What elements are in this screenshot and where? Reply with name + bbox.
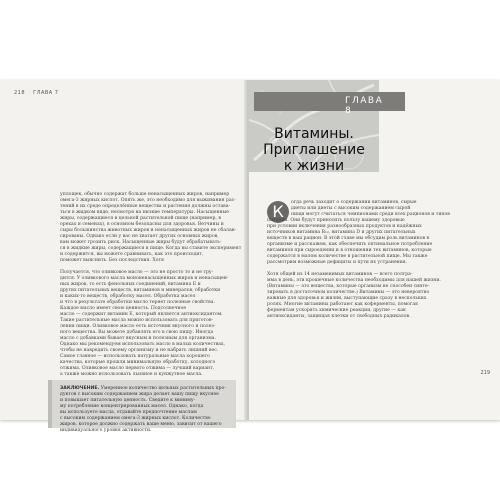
right-body-text	[267, 200, 450, 320]
text-line: ления пищи. Оливковое масло есть источник вкусного и полез-	[60, 324, 216, 329]
left-body-text	[60, 192, 242, 378]
text-line: сыры большинства животных жиров и ненасыщенных жиров не сбалан-	[60, 228, 237, 233]
text-line: чтобы не навредить своему организму и не набрать лишний вес.	[60, 348, 219, 353]
right-page-number: 219	[480, 370, 490, 376]
left-page	[0, 80, 247, 433]
chapter-label: ГЛАВА 8	[345, 96, 384, 116]
text-line: и что в результате обработки масло теряет полезные свойства.	[60, 300, 215, 305]
text-line: вы используете масла, отдавайте предпочтение маслам	[60, 410, 197, 415]
right-page	[249, 80, 500, 420]
text-line: рассмотрим возможные дефициты и пути их устранения.	[267, 260, 408, 265]
title-line-3: к жизни	[283, 158, 345, 174]
text-line: Самое главное — использовать натуральные масла хорошего	[60, 354, 210, 359]
text-line: дуктов с высоким содержанием жира делает вашу пищу вкуснее	[60, 392, 219, 397]
text-line: мма в день, эти крошечные количества необходимы для нашей жизни.	[267, 278, 441, 283]
text-line: Каждое масло имеет свою ценность. Подсолнечное	[60, 306, 187, 311]
text-line: при условии включения разнообразных продуктов и надёжных	[267, 224, 422, 229]
title-line-1: Витамины.	[274, 126, 354, 142]
text-line: организме и расскажем, как обеспечить оптимальное потребление	[267, 242, 433, 247]
text-line: ферментам ускорять химические реакции, другие — как	[267, 308, 406, 313]
text-line: огда речь заходит о содержании витаминов, сырые	[291, 200, 417, 205]
text-line: жиров, которое должно содержать ваше меню, зависит от вашего	[60, 422, 222, 427]
text-line: Такие растительные масла можно использовать для приготов-	[60, 318, 213, 323]
title-line-2: Приглашение	[263, 142, 365, 158]
text-line: отжима. Оливковое масло первого отжима — лучший вариант,	[60, 366, 215, 371]
text-line: тений в их среде определённые вещества и растения должны остава-	[60, 204, 231, 209]
text-line: ных жиров, то есть фенольных соединений, витамина Е и	[60, 282, 201, 287]
text-line: орехах и семенах), в основном безопасны для здоровья. Ветчины и	[60, 222, 224, 227]
text-line: уплощек, обычно содержат больше ненасыщенных жиров, например	[60, 192, 230, 197]
drop-cap: К	[267, 201, 289, 223]
summary-box	[48, 380, 236, 433]
text-line: поможет выяснить. Без последствия. Хотя	[60, 258, 164, 263]
text-line: важные для здоровья и жизни, выступающие сразу в нескольких	[267, 296, 427, 301]
text-line: дится. У оливкового масла мононенасыщенных жиров и ненасыщен-	[60, 276, 229, 281]
text-line: зировать в достаточном количестве.) Витамины — это невероятно	[267, 290, 430, 295]
text-line: а также можно использовать льняное и кунжутное масла.	[60, 372, 203, 377]
text-line: диеты или диеты с высоким содержанием сырой	[291, 206, 411, 211]
text-line: омега-3 жирных кислот. Опять же, это необходимо для выживания рас-	[60, 198, 236, 203]
text-line: Получается, что оливковое масло — это не просто то и не тру-	[60, 270, 214, 275]
summary-label: ЗАКЛЮЧЕНИЕ.	[60, 386, 100, 391]
book-spread	[0, 80, 500, 433]
text-line: Хотя общей из 14 незаменимых витаминов — всего полгра-	[267, 272, 413, 277]
text-line: масло с добавками бывает вкусным и полезным для организма.	[60, 336, 217, 341]
text-line: пищи могут считаться чемпионами среди всех рационов и типов	[291, 212, 450, 217]
text-line: вам может грозить риск. Насыщенные жиры будут обрабатывать-	[60, 240, 222, 245]
text-line: содержатся в малом количестве в растительной пище. Мы также	[267, 254, 428, 259]
text-line: жиры, содержащиеся в цельной растительной пище (например, в	[60, 216, 221, 221]
running-head	[14, 90, 65, 96]
text-line: му потребление концентрированных масел. Однако, когда	[60, 404, 204, 409]
text-line: питания. Они будут приносить пользу вашему здоровью	[267, 218, 405, 223]
text-line: и каких-то веществ, обработку масел. Обработка масел	[60, 294, 196, 299]
summary-text	[60, 386, 230, 434]
text-line: с высоким содержанием омега-3 жирных кислот. Количество	[60, 416, 211, 421]
text-line: качества, которые прошли минимальную обработку, холодного	[60, 360, 216, 365]
text-line: других питательных веществ, витаминов и минералов, обработки	[60, 288, 221, 293]
text-line: антиоксиданты, защищая клетки от свободных радикалов.	[267, 314, 411, 319]
text-line: и содержится, вы можете сравнивать, как это происходит,	[60, 252, 204, 257]
text-line: Однако мы рекомендуем использовать масло в малых количествах,	[60, 342, 225, 347]
text-line: (Витамины — это вещества, которые организм не способен синте-	[267, 284, 430, 289]
text-line: источников витамина B₁₂, витамина D и других питательных	[267, 230, 416, 235]
text-line: масло — содержит витамин E, который является антиоксидантом.	[60, 312, 223, 317]
chapter-reference: ГЛАВА 7	[33, 90, 59, 96]
text-line: ся в жидкие жиры, содержащиеся в пище. Когда вы ставите эксперимент	[60, 246, 242, 251]
text-line: ролях. Многие витамины работают как коферменты, помогая	[267, 302, 418, 307]
text-line: и повышает питательную ценность. Сведите к миниму-	[60, 398, 196, 403]
summary-line: Умеренное количество цельных растительных про-	[100, 386, 226, 391]
chapter-title	[249, 126, 379, 174]
text-line: веществ в ваш рацион. В этой главе мы обсудим роль витаминов в	[267, 236, 430, 241]
left-page-number: 218	[14, 90, 26, 96]
text-line: ться в жидком виде, несмотря на низкие температуры. Насыщенные	[60, 210, 229, 215]
text-line: витаминов при сыроедении и в отношении тех витаминов, которые	[267, 248, 432, 253]
text-line: индивидуального уровня активности.	[60, 428, 152, 433]
text-line: сированы. Однако если у вас не хватает других основных жиров,	[60, 234, 219, 239]
text-line: ного вещества. Вы можете добавлять его в свою пищу. Иногда	[60, 330, 214, 335]
